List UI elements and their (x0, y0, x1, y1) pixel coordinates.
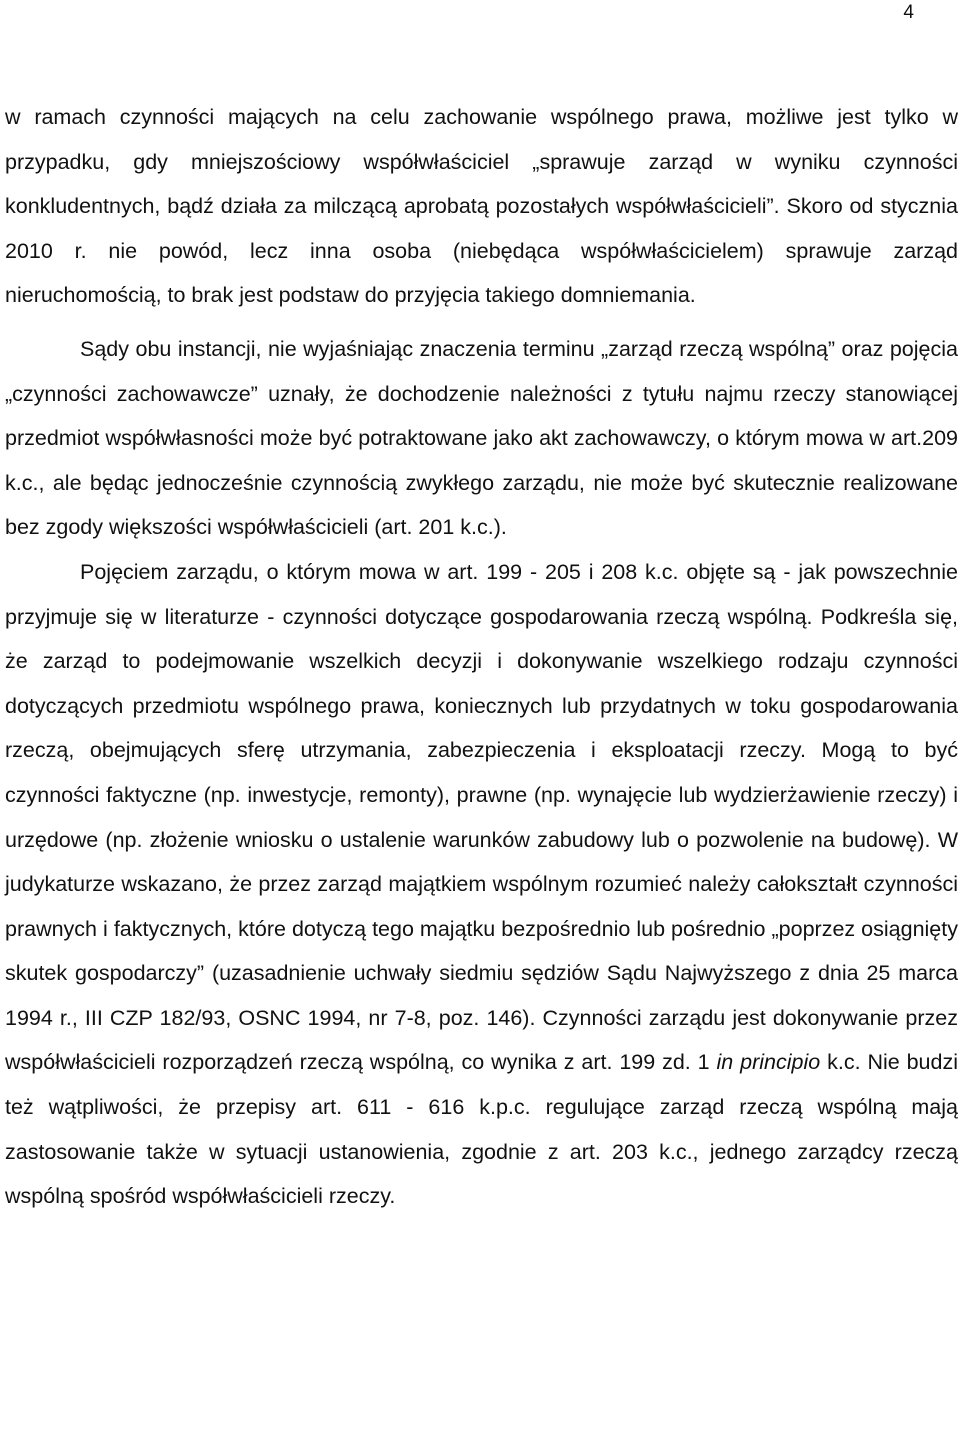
paragraph-3 (5, 550, 958, 1219)
page-number: 4 (903, 2, 914, 23)
paragraph-2: Sądy obu instancji, nie wyjaśniając znaczenia terminu „zarząd rzeczą wspólną” oraz pojęcia „czynności zachowawcze” uznały, że dochodzenie należności z tytułu najmu rzeczy stanowiącej przedmiot współwłasności może być potraktowane jako akt zachowawczy, o którym mowa w art.209 k.c., ale będąc jednocześnie czynnością zwykłego zarządu, nie może być skutecznie realizowane bez zgody większości współwłaścicieli (art. 201 k.c.). (5, 336, 958, 540)
paragraph-1: w ramach czynności mających na celu zachowanie wspólnego prawa, możliwe jest tylko w przypadku, gdy mniejszościowy współwłaściciel „sprawuje zarząd w wyniku czynności konkludentnych, bądź działa za milczącą aprobatą pozostałych współwłaścicieli”. Skoro od stycznia 2010 r. nie powód, lecz inna osoba (niebędąca współwłaścicielem) sprawuje zarząd nieruchomością, to brak jest podstaw do przyjęcia takiego domniemania. (5, 105, 958, 308)
paragraph-3-text-a: Pojęciem zarządu, o którym mowa w art. 199 - 205 i 208 k.c. objęte są - jak powszechnie przyjmuje się w literaturze - czynności dotyczące gospodarowania rzeczą wspólną. Podkreśla się, że zarząd to podejmowanie wszelkich decyzji i dokonywanie wszelkiego rodzaju czynności dotyczących przedmiotu wspólnego prawa, koniecznych lub przydatnych w toku gospodarowania rzeczą, obejmujących sferę utrzymania, zabezpieczenia i eksploatacji rzeczy. Mogą to być czynności faktyczne (np. inwestycje, remonty), prawne (np. wynajęcie lub wydzierżawienie rzeczy) i urzędowe (np. złożenie wniosku o ustalenie warunków zabudowy lub o pozwolenie na budowę). W judykaturze wskazano, że przez zarząd majątkiem wspólnym rozumieć należy całokształt czynności prawnych i faktycznych, które dotyczą tego majątku bezpośrednio lub pośrednio „poprzez osiągnięty skutek gospodarczy” (uzasadnienie uchwały siedmiu sędziów Sądu Najwyższego z dnia 25 marca 1994 r., III CZP 182/93, OSNC 1994, nr 7-8, poz. 146). Czynności zarządu jest dokonywanie przez współwłaścicieli rozporządzeń rzeczą wspólną, co wynika z art. 199 zd. 1 (5, 559, 958, 1075)
paragraph-3-text-b: k.c. Nie budzi też wątpliwości, że przepisy art. 611 - 616 k.p.c. regulujące zarząd rzeczą wspólną mają zastosowanie także w sytuacji ustanowienia, zgodnie z art. 203 k.c., jednego zarządcy rzeczą wspólną spośród współwłaścicieli rzeczy. (5, 1050, 958, 1209)
document-body (5, 95, 958, 1219)
latin-phrase: in principio (716, 1050, 821, 1075)
